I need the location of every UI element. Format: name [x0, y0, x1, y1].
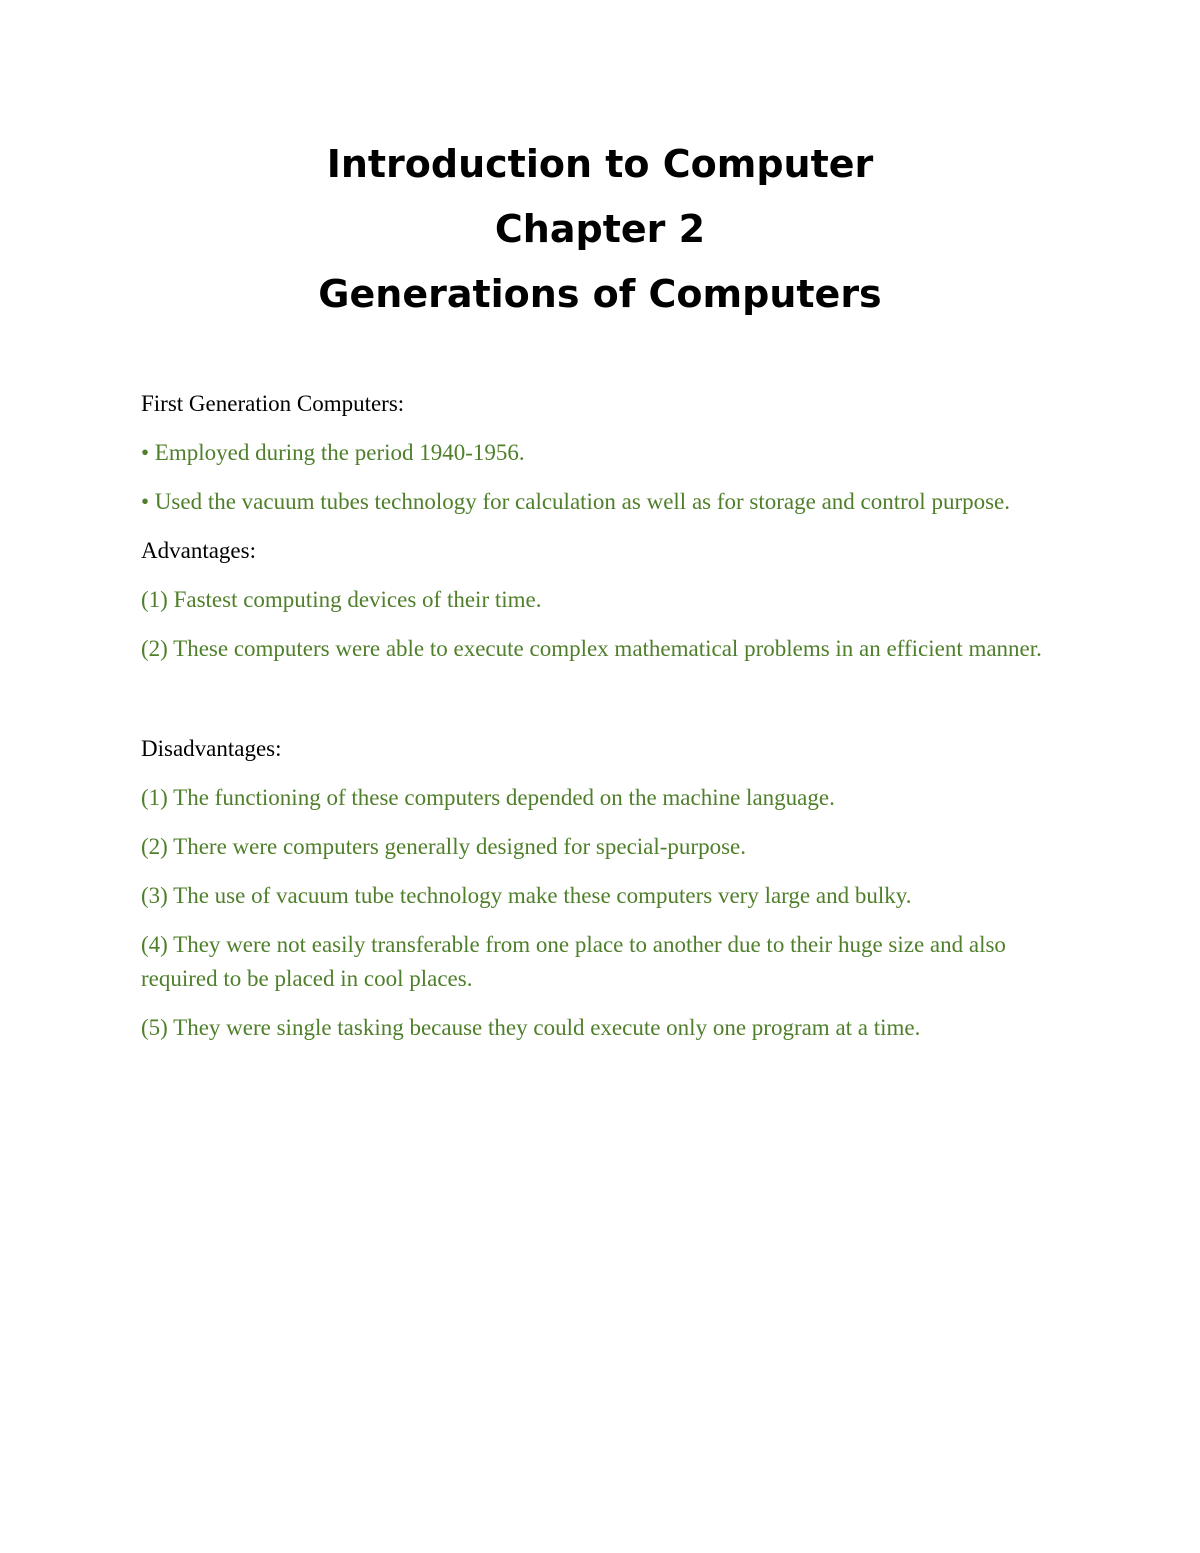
disadvantage-item: (5) They were single tasking because they could execute only one program at a time.	[141, 1015, 921, 1040]
disadvantage-item: (3) The use of vacuum tube technology make these computers very large and bulky.	[141, 883, 912, 908]
first-generation-bullet: • Employed during the period 1940-1956.	[141, 440, 525, 465]
first-generation-bullet: • Used the vacuum tubes technology for calculation as well as for storage and control purpose.	[141, 489, 1011, 514]
paragraph-gap	[141, 681, 1046, 732]
title-block	[0, 138, 1200, 333]
document-title: Introduction to Computer	[326, 142, 874, 186]
first-generation-heading: First Generation Computers:	[141, 391, 405, 416]
advantage-item: (2) These computers were able to execute complex mathematical problems in an efficient manner.	[141, 636, 1042, 661]
chapter-title: Chapter 2	[494, 207, 706, 251]
advantages-heading: Advantages:	[141, 538, 256, 563]
disadvantage-item: (4) They were not easily transferable from one place to another due to their huge size and also required to be placed in cool places.	[141, 932, 1006, 991]
chapter-subtitle: Generations of Computers	[318, 272, 882, 316]
disadvantage-item: (2) There were computers generally designed for special-purpose.	[141, 834, 746, 859]
disadvantage-item: (1) The functioning of these computers depended on the machine language.	[141, 785, 835, 810]
disadvantages-heading: Disadvantages:	[141, 736, 282, 761]
document-body	[141, 387, 1046, 1060]
advantage-item: (1) Fastest computing devices of their time.	[141, 587, 542, 612]
